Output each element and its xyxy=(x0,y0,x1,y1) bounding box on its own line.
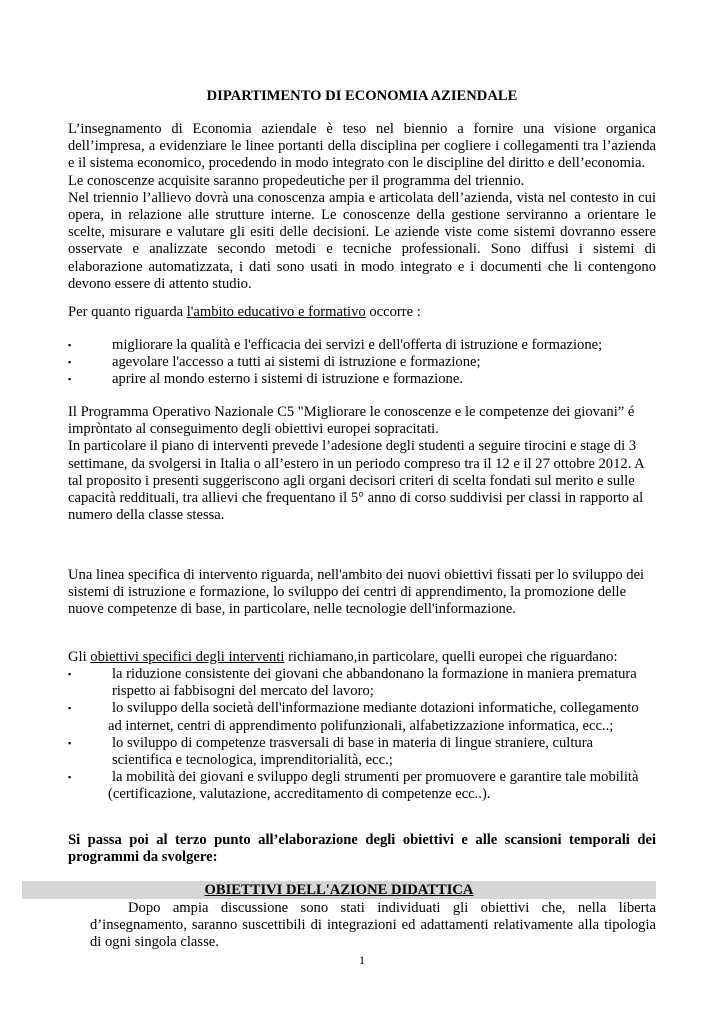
bullet-icon: ▪ xyxy=(68,772,72,783)
bullet-icon: ▪ xyxy=(68,357,72,368)
list-item: ▪ lo sviluppo di competenze trasversali di base in materia di lingue straniere, cultura scientifica e tecnologica, imprenditorialità, ecc.; xyxy=(68,734,594,769)
intro-paragraph-2: Le conoscenze acquisite saranno propedeutiche per il programma del triennio. xyxy=(68,172,525,189)
bullet-icon: ▪ xyxy=(68,737,72,748)
intro-paragraph-3: Nel triennio l’allievo dovrà una conoscenza ampia e articolata dell’azienda, vista nel contesto in cui opera, in relazione alle strutture interne. Le conoscenze della gestione serviranno a orientare le scelte, misurare e valutare gli esiti delle decisioni. Le aziende viste come sistemi dovranno essere osservate e analizzate secondo metodi e tecniche professionali. Sono diffusi i sistemi di elaborazione automatizzata, i dati sono usati in modo integrato e i documenti che li contengono devono essere di attento studio. xyxy=(68,189,656,292)
list-item: ▪ migliorare la qualità e l'efficacia dei servizi e dell'offerta di istruzione e formazione; xyxy=(68,337,603,353)
obiettivi-prefix: Gli xyxy=(68,649,91,665)
bullet-icon: ▪ xyxy=(68,669,72,679)
ambito-intro xyxy=(68,304,656,321)
programma-paragraph-2: In particolare il piano di interventi prevede l’adesione degli studenti a seguire tirocini e stage di 3 settimane, da svolgersi in Italia o all’estero in un periodo compreso tra il 12 e il 27 ottobre 2012. A tal proposito i presenti suggeriscono agli organi decisori criteri di scelta fondati sul merito e sulle capacità reddituali, tra allievi che frequentano il 5° anno di corso suddivisi per classi in rapporto al numero della classe stessa. xyxy=(68,438,644,524)
bullet-icon: ▪ xyxy=(68,340,72,350)
bullet-icon: ▪ xyxy=(68,703,72,714)
page-number: 1 xyxy=(359,953,365,967)
list-item: ▪ la riduzione consistente dei giovani che abbandonano la formazione in maniera prematura rispetto ai fabbisogni del mercato del lavoro; xyxy=(68,666,637,700)
linea-paragraph: Una linea specifica di intervento riguarda, nell'ambito dei nuovi obiettivi fissati per lo sviluppo dei sistemi di istruzione e formazione, lo sviluppo dei centri di apprendimento, la promozione delle nuove competenze di base, in particolare, nelle tecnologie dell'informazione. xyxy=(68,567,645,618)
obiettivi-list xyxy=(68,666,656,804)
programma-paragraph-1: Il Programma Operativo Nazionale C5 "Migliorare le conoscenze e le competenze dei giovani” é impròntato al conseguimento degli obiettivi europei sopracitati. xyxy=(68,404,635,438)
programma-section xyxy=(68,404,656,524)
list-item: ▪ agevolare l'accesso a tutti ai sistemi di istruzione e formazione; xyxy=(68,354,481,371)
ambito-underlined: l'ambito educativo e formativo xyxy=(186,304,366,320)
section-paragraph: Dopo ampia discussione sono stati individuati gli obiettivi che, nella liberta d’insegnamento, saranno suscettibili di integrazioni ed adattamenti relativamente alla tipologia di ogni singola classe. xyxy=(90,900,656,951)
bullet-icon: ▪ xyxy=(68,374,72,385)
ambito-prefix: Per quanto riguarda xyxy=(68,304,187,320)
obiettivi-suffix: richiamano,in particolare, quelli europei che riguardano: xyxy=(284,649,618,665)
page-title: DIPARTIMENTO DI ECONOMIA AZIENDALE xyxy=(206,88,518,104)
ambito-list xyxy=(68,337,656,389)
intro-paragraph-1: L’insegnamento di Economia aziendale è teso nel biennio a fornire una visione organica dell’impresa, a evidenziare le linee portanti della disciplina per cogliere i collegamenti tra l’azienda e il sistema economico, procedendo in modo integrato con le discipline del diritto e dell’economia. xyxy=(68,121,656,172)
list-item: ▪ la mobilità dei giovani e sviluppo degli strumenti per promuovere e garantire tale mobilità (certificazione, valutazione, accreditamento di competenze ecc..). xyxy=(68,769,639,803)
intro-section xyxy=(68,121,656,293)
obiettivi-intro xyxy=(68,649,656,666)
list-item: ▪ aprire al mondo esterno i sistemi di istruzione e formazione. xyxy=(68,371,463,388)
list-item: ▪ lo sviluppo della società dell'informazione mediante dotazioni informatiche, collegamento ad internet, centri di apprendimento polifunzionali, alfabetizzazione informatica, ecc..; xyxy=(68,700,639,734)
obiettivi-underlined: obiettivi specifici degli interventi xyxy=(90,649,285,665)
section-title: OBIETTIVI DELL'AZIONE DIDATTICA xyxy=(204,882,474,898)
ambito-suffix: occorre : xyxy=(365,304,421,320)
terzo-punto-paragraph: Si passa poi al terzo punto all’elaborazione degli obiettivi e alle scansioni temporali dei programmi da svolgere: xyxy=(68,832,656,866)
